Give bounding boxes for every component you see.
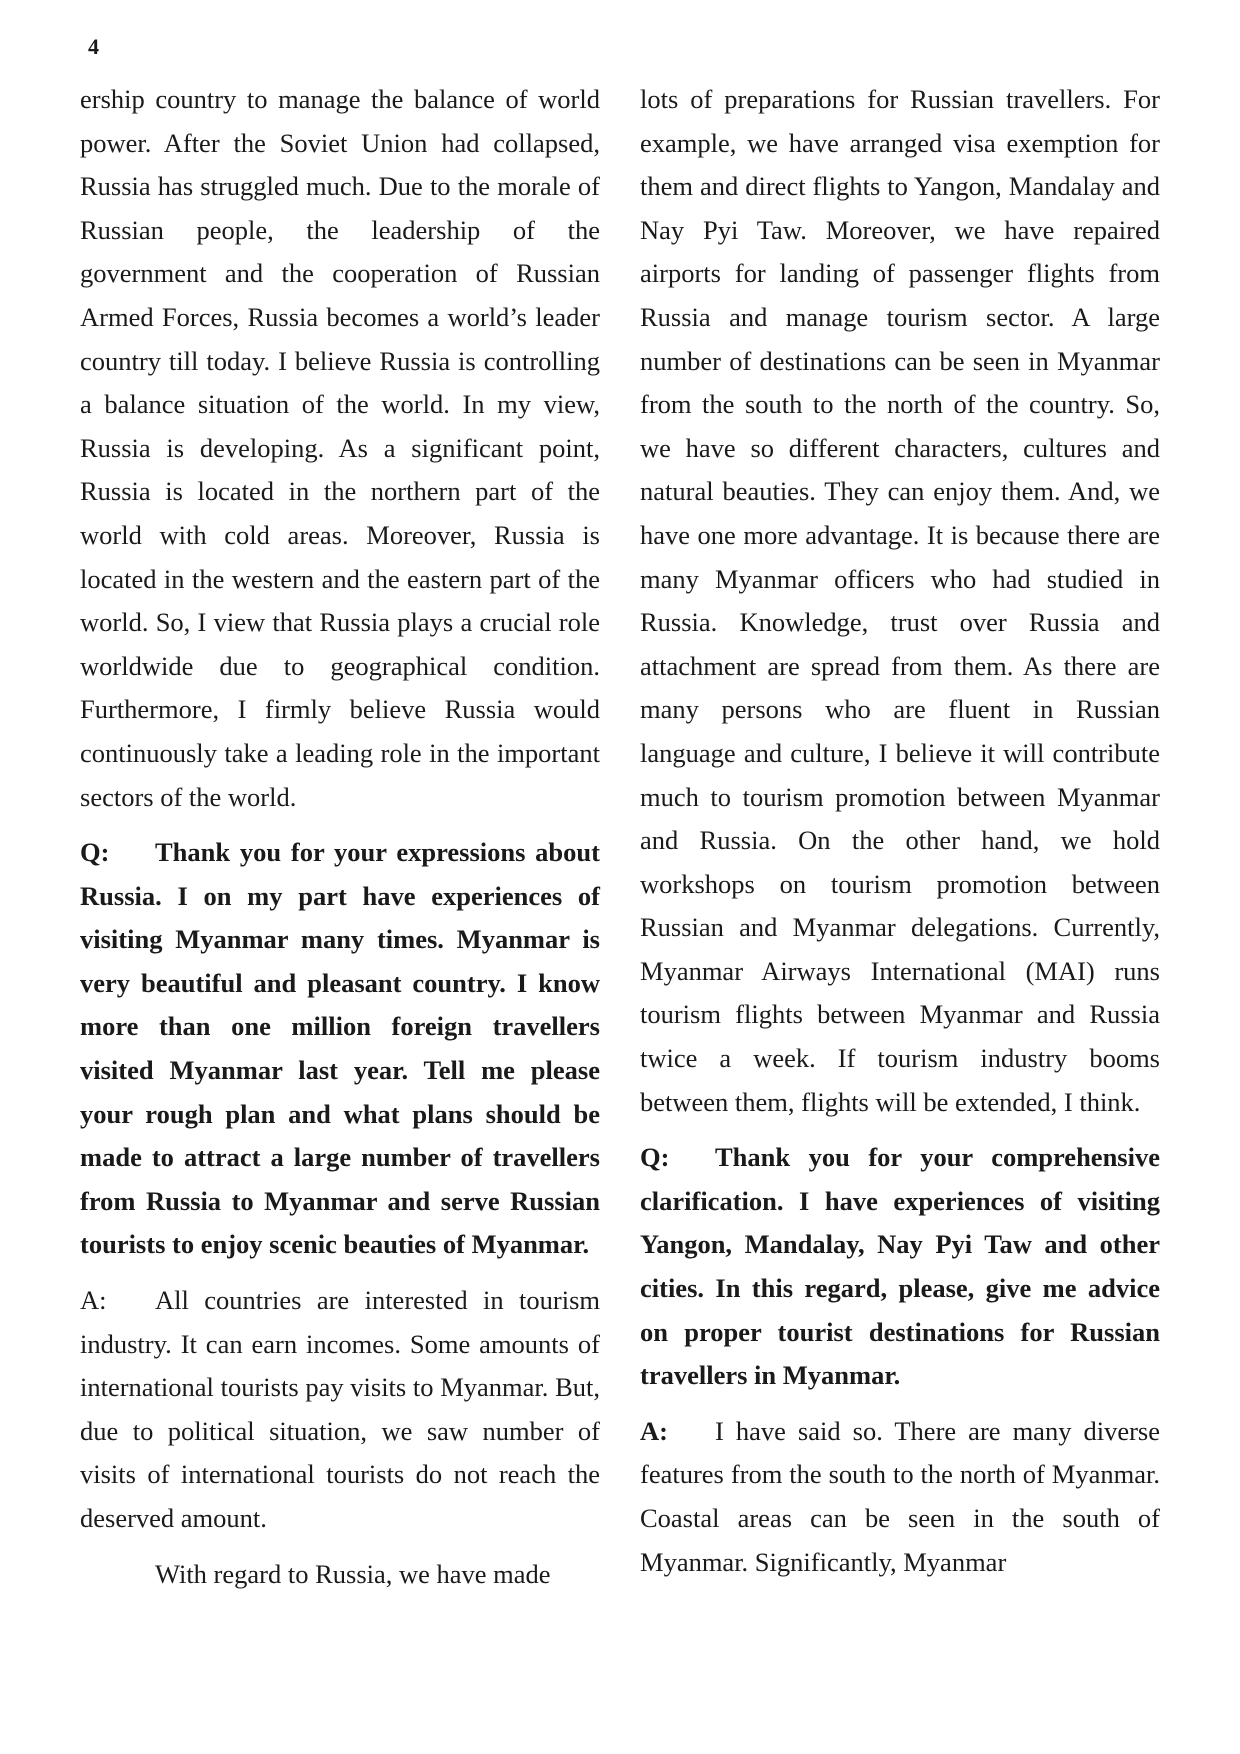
answer-text: All countries are interested in tourism industry. It can earn incomes. Some amounts of international tourists pay visits to Myanmar. But, due to political situation, we saw number of visits of international tourists do not reach the deserved amount.: [80, 1285, 600, 1533]
paragraph: ership country to manage the balance of world power. After the Soviet Union had collapsed, Russia has struggled much. Due to the morale of Russian people, the leadership of the government and the cooperation of Russian Armed Forces, Russia becomes a world’s leader country till today. I believe Russia is controlling a balance situation of the world. In my view, Russia is developing. As a significant point, Russia is located in the northern part of the world with cold areas. Moreover, Russia is located in the western and the eastern part of the world. So, I view that Russia plays a crucial role worldwide due to geographical condition. Furthermore, I firmly believe Russia would continuously take a leading role in the important sectors of the world.: [80, 84, 600, 812]
question-paragraph: [80, 831, 600, 1267]
answer-text: I have said so. There are many diverse features from the south to the north of Myanmar. Coastal areas can be seen in the south of Myanmar. Significantly, Myanmar: [640, 1415, 1160, 1577]
paragraph: With regard to Russia, we have made: [155, 1558, 551, 1589]
answer-label: A:: [640, 1415, 668, 1446]
page-number: 4: [88, 34, 99, 59]
question-text: Thank you for your comprehensive clarification. I have experiences of visiting Yangon, Mandalay, Nay Pyi Taw and other cities. In this regard, please, give me advice on proper tourist destinations for Russian travellers in Myanmar.: [640, 1142, 1160, 1391]
answer-label: A:: [80, 1285, 107, 1316]
question-label: Q:: [640, 1142, 670, 1173]
question-label: Q:: [80, 837, 110, 868]
question-text: Thank you for your expressions about Russia. I on my part have experiences of visiting Myanmar many times. Myanmar is very beautiful and pleasant country. I know more than one million foreign travellers visited Myanmar last year. Tell me please your rough plan and what plans should be made to attract a large number of travellers from Russia to Myanmar and serve Russian tourists to enjoy scenic beauties of Myanmar.: [80, 837, 600, 1260]
paragraph: lots of preparations for Russian travellers. For example, we have arranged visa exemption for them and direct flights to Yangon, Mandalay and Nay Pyi Taw. Moreover, we have repaired airports for landing of passenger flights from Russia and manage tourism sector. A large number of destinations can be seen in Myanmar from the south to the north of the country. So, we have so different characters, cultures and natural beauties. They can enjoy them. And, we have one more advantage. It is because there are many Myanmar officers who had studied in Russia. Knowledge, trust over Russia and attachment are spread from them. As there are many persons who are fluent in Russian language and culture, I believe it will contribute much to tourism promotion between Myanmar and Russia. On the other hand, we hold workshops on tourism promotion between Russian and Myanmar delegations. Currently, Myanmar Airways International (MAI) runs tourism flights between Myanmar and Russia twice a week. If tourism industry booms between them, flights will be extended, I think.: [640, 84, 1160, 1117]
answer-paragraph: [80, 1279, 600, 1541]
left-column: [80, 78, 600, 1608]
answer-paragraph: [640, 1410, 1160, 1584]
right-column: [640, 78, 1160, 1596]
question-paragraph: [640, 1136, 1160, 1398]
